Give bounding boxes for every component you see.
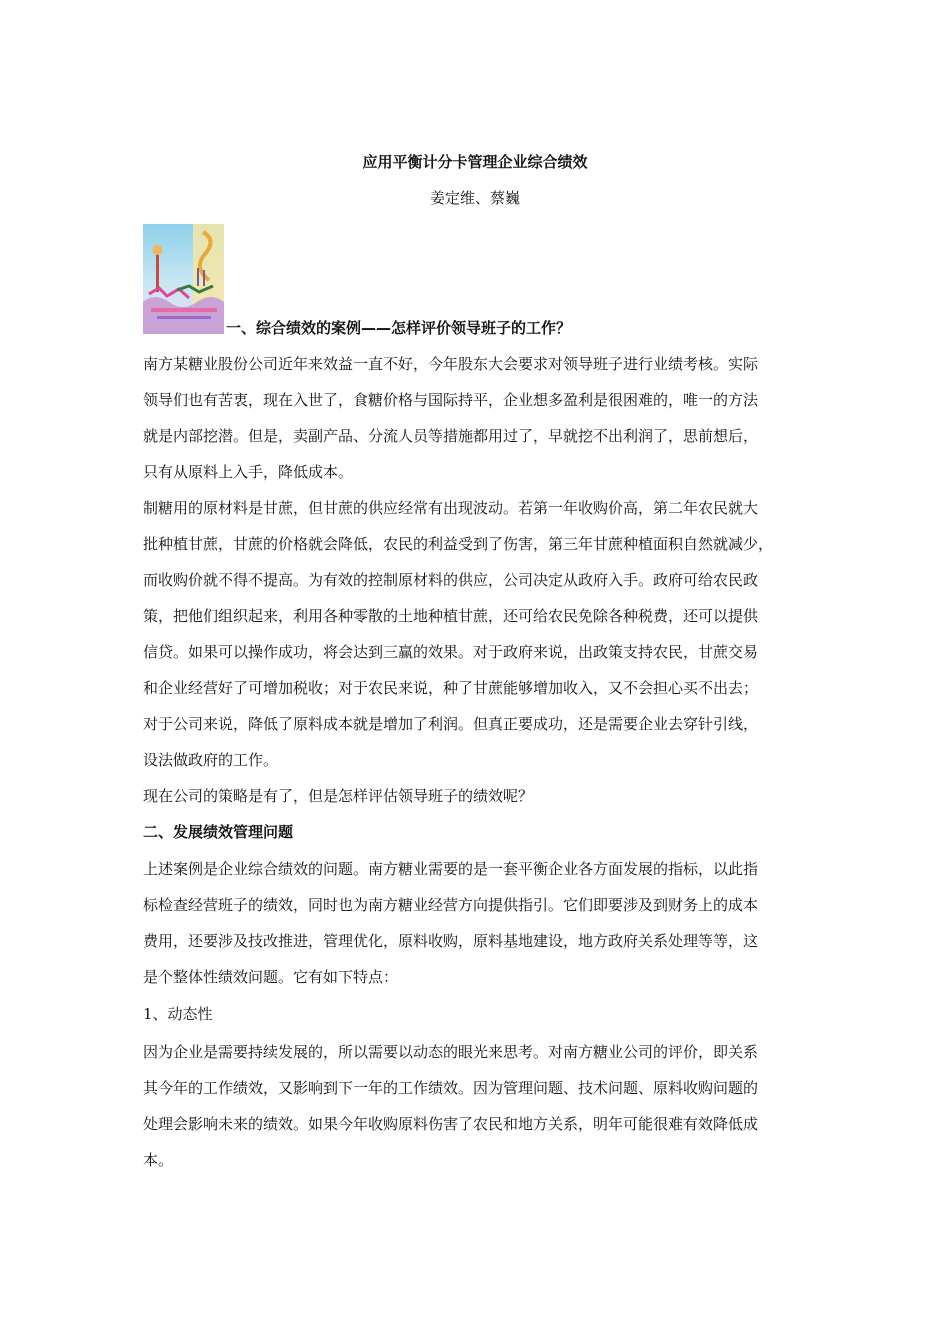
paragraph-line: 和企业经营好了可增加税收；对于农民来说，种了甘蔗能够增加收入，又不会担心买不出去； xyxy=(143,679,759,697)
paragraph-line: 南方某糖业股份公司近年来效益一直不好，今年股东大会要求对领导班子进行业绩考核。实际 xyxy=(143,355,759,373)
paragraph-line: 只有从原料上入手，降低成本。 xyxy=(143,463,354,481)
paragraph-line: 其今年的工作绩效，又影响到下一年的工作绩效。因为管理问题、技术问题、原料收购问题的 xyxy=(143,1079,759,1097)
paragraph-line: 策，把他们组织起来，利用各种零散的土地种植甘蔗，还可给农民免除各种税费，还可以提供 xyxy=(143,607,759,625)
paragraph-line: 而收购价就不得不提高。为有效的控制原材料的供应，公司决定从政府入手。政府可给农民政 xyxy=(143,571,759,589)
paragraph-line: 上述案例是企业综合绩效的问题。南方糖业需要的是一套平衡企业各方面发展的指标，以此指 xyxy=(143,860,759,878)
paragraph-line: 处理会影响未来的绩效。如果今年收购原料伤害了农民和地方关系，明年可能很难有效降低成 xyxy=(143,1115,759,1133)
paragraph-line: 就是内部挖潜。但是，卖副产品、分流人员等措施都用过了，早就挖不出利润了，思前想后， xyxy=(143,427,759,445)
paragraph-line: 设法做政府的工作。 xyxy=(143,751,279,769)
section-heading-2: 二、发展绩效管理问题 xyxy=(143,823,294,841)
book-cover-image xyxy=(143,224,224,334)
subheading-dynamic: 1、动态性 xyxy=(143,1005,213,1023)
paragraph-line: 是个整体性绩效问题。它有如下特点： xyxy=(143,968,399,986)
paragraph-line: 标检查经营班子的绩效，同时也为南方糖业经营方向提供指引。它们即要涉及到财务上的成本 xyxy=(143,896,759,914)
paragraph-line: 现在公司的策略是有了，但是怎样评估领导班子的绩效呢？ xyxy=(143,787,534,805)
paragraph-line: 信贷。如果可以操作成功，将会达到三赢的效果。对于政府来说，出政策支持农民，甘蔗交易 xyxy=(143,643,759,661)
paragraph-line: 本。 xyxy=(143,1151,174,1169)
paragraph-line: 因为企业是需要持续发展的，所以需要以动态的眼光来思考。对南方糖业公司的评价，即关系 xyxy=(143,1043,759,1061)
section-heading-1: 一、综合绩效的案例——怎样评价领导班子的工作？ xyxy=(226,319,572,337)
paragraph-line: 领导们也有苦衷，现在入世了，食糖价格与国际持平，企业想多盈利是很困难的，唯一的方法 xyxy=(143,391,759,409)
paragraph-line: 批种植甘蔗，甘蔗的价格就会降低，农民的利益受到了伤害，第三年甘蔗种植面积自然就减少， xyxy=(143,535,774,553)
authors: 姜定维、蔡巍 xyxy=(429,189,520,207)
page-title: 应用平衡计分卡管理企业综合绩效 xyxy=(362,153,588,171)
paragraph-line: 费用，还要涉及技改推进，管理优化，原料收购，原料基地建设，地方政府关系处理等等，这 xyxy=(143,932,759,950)
paragraph-line: 制糖用的原材料是甘蔗，但甘蔗的供应经常有出现波动。若第一年收购价高，第二年农民就大 xyxy=(143,499,759,517)
paragraph-line: 对于公司来说，降低了原料成本就是增加了利润。但真正要成功，还是需要企业去穿针引线， xyxy=(143,715,759,733)
